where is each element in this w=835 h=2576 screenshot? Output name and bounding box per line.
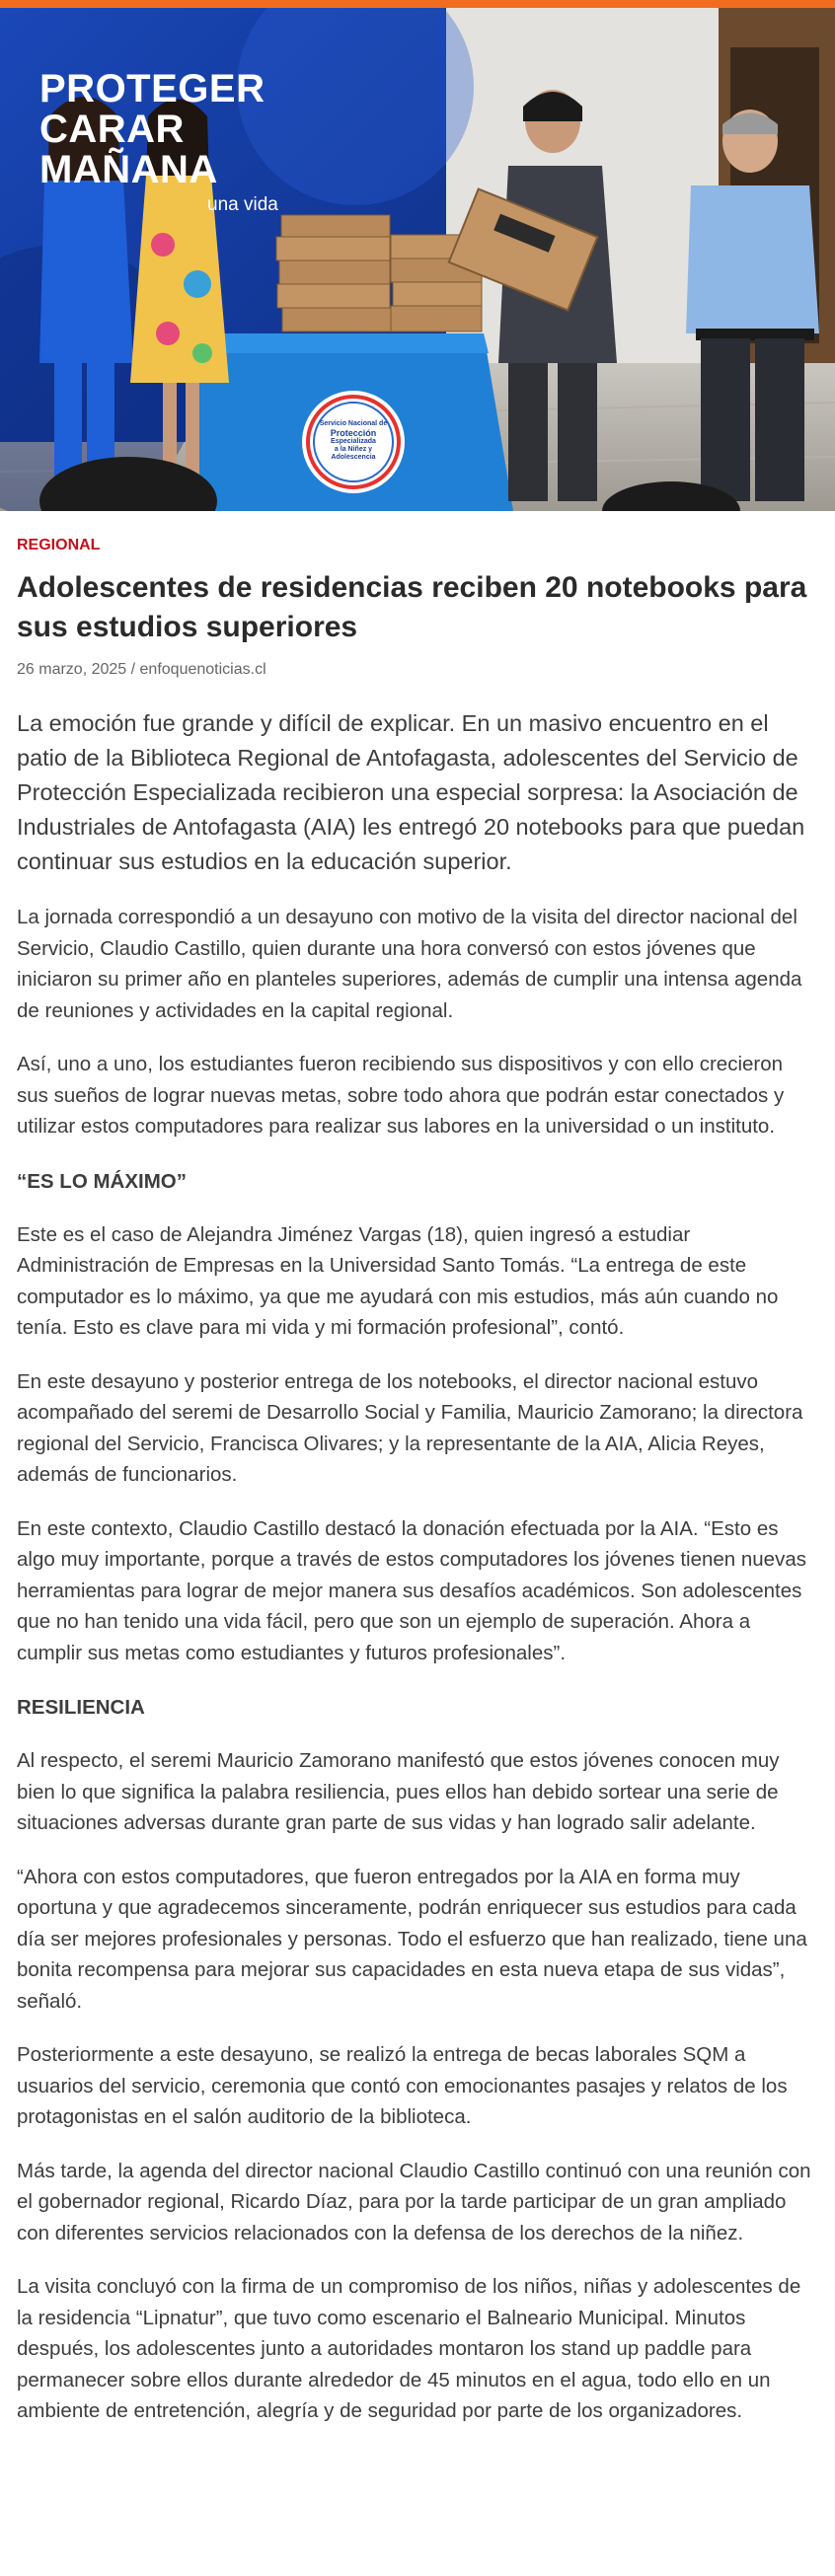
article-lead: La emoción fue grande y difícil de explicar. En un masivo encuentro en el patio de la Biblioteca Regional de Antofagasta, adolescentes del Servicio de Protección Especializada recibieron una especial sorpresa: la Asociación de Industriales de Antofagasta (AIA) les entregó 20 notebooks para que puedan continuar sus estudios en la educación superior.: [17, 710, 805, 874]
paragraph: Este es el caso de Alejandra Jiménez Vargas (18), quien ingresó a estudiar Administración de Empresas en la Universidad Santo Tomás. “La entrega de este computador es lo máximo, ya que me ayudará con mis estudios, más aún cuando no tenía. Esto es clave para mi vida y mi formación profesional”, contó.: [17, 1222, 779, 1339]
paragraph: Posteriormente a este desayuno, se realizó la entrega de becas laborales SQM a usuarios del servicio, ceremonia que contó con emocionantes pasajes y relatos de los protagonistas en el salón auditorio de la biblioteca.: [17, 2043, 788, 2128]
logo-line: Servicio Nacional de: [319, 420, 388, 427]
subheading: “ES LO MÁXIMO”: [17, 1169, 187, 1193]
banner-text: [39, 69, 278, 215]
banner-line-1: PROTEGER: [39, 67, 266, 110]
logo-line: a la Niñez y: [334, 446, 373, 453]
subheading: RESILIENCIA: [17, 1696, 145, 1719]
paragraph: Al respecto, el seremi Mauricio Zamorano manifestó que estos jóvenes conocen muy bien lo que significa la palabra resiliencia, pues ellos han debido sortear una serie de situaciones adversas durante gran parte de sus vidas y han logrado salir adelante.: [17, 1749, 780, 1834]
paragraph: En este contexto, Claudio Castillo destacó la donación efectuada por la AIA. “Esto es algo muy importante, porque a través de estos computadores los jóvenes tienen nuevas herramientas para lograr de mejor manera sus desafíos académicos. Son adolescentes que no han tenido una vida fácil, pero que son un ejemplo de superación. Ahora a cumplir sus metas como estudiantes y futuros profesionales”.: [17, 1516, 806, 1664]
logo-line: Especializada: [331, 438, 376, 445]
banner-subtext: una vida: [207, 194, 278, 216]
article-date: 26 marzo, 2025: [17, 661, 127, 678]
article-source[interactable]: enfoquenoticias.cl: [139, 661, 266, 678]
paragraph: La jornada correspondió a un desayuno con motivo de la visita del director nacional del Servicio, Claudio Castillo, quien durante una hora conversó con estos jóvenes que iniciaron su primer año en planteles superiores, además de cumplir una intensa agenda de reuniones y actividades en la capital regional.: [17, 906, 802, 1022]
category-link[interactable]: REGIONAL: [17, 537, 101, 553]
paragraph: Más tarde, la agenda del director nacional Claudio Castillo continuó con una reunión con el gobernador regional, Ricardo Díaz, para por la tarde participar de un gran ampliado con diferentes servicios relacionados con la defensa de los derechos de la niñez.: [17, 2159, 811, 2245]
banner-line-3: MAÑANA: [39, 147, 218, 191]
accent-top-bar: [0, 0, 835, 8]
paragraph: “Ahora con estos computadores, que fueron entregados por la AIA en forma muy oportuna y que agradecemos sinceramente, podrán enriquecer sus estudios para cada día ser mejores profesionales y personas. Todo el esfuerzo que han realizado, tiene una bonita recompensa para mejorar sus capacidades en esta nueva etapa de sus vidas”, señaló.: [17, 1865, 807, 2013]
meta-separator: /: [130, 661, 140, 678]
service-logo-text: [314, 420, 393, 462]
banner-line-2: CARAR: [39, 107, 185, 151]
paragraph: La visita concluyó con la firma de un compromiso de los niños, niñas y adolescentes de la residencia “Lipnatur”, que tuvo como escenario el Balneario Municipal. Minutos después, los adolescentes junto a autoridades montaron los stand up paddle para permanecer sobre ellos durante alrededor de 45 minutos en el agua, todo ello en un ambiente de entretención, alegría y de seguridad por parte de los organizadores.: [17, 2275, 801, 2422]
hero-photo: [0, 8, 835, 511]
article-meta: [17, 661, 818, 679]
logo-line: Adolescencia: [331, 454, 376, 461]
paragraph: Así, uno a uno, los estudiantes fueron recibiendo sus dispositivos y con ello crecieron sus sueños de lograr nuevas metas, sobre todo ahora que podrán estar conectados y utilizar estos computadores para realizar sus labores en la universidad o un instituto.: [17, 1053, 785, 1138]
article-body: [0, 537, 835, 2427]
logo-line: Protección: [330, 428, 377, 438]
paragraph: En este desayuno y posterior entrega de los notebooks, el director nacional estuvo acompañado del seremi de Desarrollo Social y Familia, Mauricio Zamorano; la directora regional del Servicio, Francisca Olivares; y la representante de la AIA, Alicia Reyes, además de funcionarios.: [17, 1369, 803, 1486]
article-title: Adolescentes de residencias reciben 20 notebooks para sus estudios superiores: [17, 571, 807, 643]
